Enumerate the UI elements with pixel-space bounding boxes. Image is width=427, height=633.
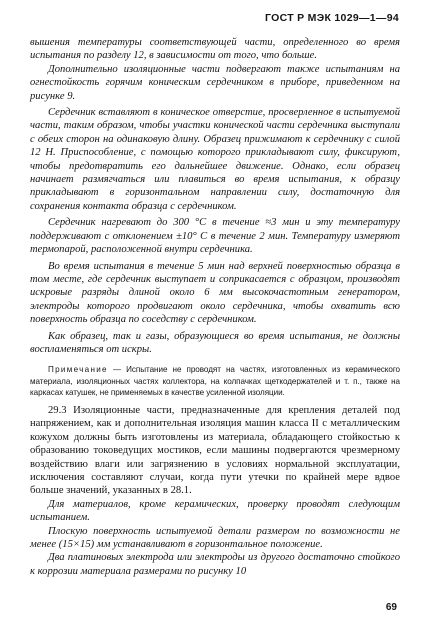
page-number: 69 xyxy=(385,602,397,613)
note-label: Примечание xyxy=(48,365,108,375)
paragraph-electrodes: Два платиновых электрода или электроды из другого достаточно стойкого к коррозии материала размерами по рисунку 10 xyxy=(30,552,400,577)
page-header: ГОСТ Р МЭК 1029—1—94 xyxy=(265,12,399,24)
note xyxy=(30,364,400,398)
paragraph-continuation: вышения температуры соответствующей части, определенного во время испытания по разделу 12, в зависимости от того, что больше. xyxy=(30,37,400,62)
paragraph-core-insertion: Сердечник вставляют в коническое отверстие, просверленное в испытуемой части, таким образом, чтобы участки конической части сердечника выступали с обеих сторон на одинаковую длину. Образец прижимают к сердечнику с силой 12 Н. Приспособление, с помощью которого прикладывают силу, фиксируют, чтобы предотвратить его дальнейшее движение. Однако, если образец начинает размягчаться или плавиться во время испытания, к образцу прикладывают в горизонтальном направлении силу, достаточную для сохранения контакта образца с сердечником. xyxy=(30,107,400,212)
paragraph-spark-discharge: Во время испытания в течение 5 мин над верхней поверхностью образца в том месте, где сердечник выступает и соприкасается с образцом, производят искровые разряды длиной около 6 мм высокочастотным генератором, электроды которого продвигают около сердечника, чтобы охватить всю поверхность образца по соседству с сердечником. xyxy=(30,260,400,326)
paragraph-ignition-requirement: Как образец, так и газы, образующиеся во время испытания, не должны воспламеняться от искры. xyxy=(30,330,400,355)
section-29-3: 29.3 Изоляционные части, предназначенные для крепления деталей под напряжением, как и дополнительная изоляция машин класса II с металлическим кожухом должны быть изготовлены из материала, обладающего стойкостью к образованию токоведущих мостиков, если машины подвергаются чрезмерному воздействию влаги или загрязнению в условиях нормальной эксплуатации, исключения составляют случаи, когда пути утечки по крайней мере вдвое больше значений, указанных в 28.1. xyxy=(30,404,400,497)
paragraph-flat-surface: Плоскую поверхность испытуемой детали размером по возможности не менее (15×15) мм устанавливают в горизонтальное положение. xyxy=(30,525,400,551)
paragraph-core-heating: Сердечник нагревают до 300 °С в течение ≈3 мин и эту температуру поддерживают с отклонением ±10° С в течение 2 мин. Температуру измеряют термопарой, расположенной внутри сердечника. xyxy=(30,217,400,256)
body-text xyxy=(30,36,400,578)
note-text: — Испытание не проводят на частях, изготовленных из керамического материала, изоляционных частях коллектора, на колпачках щеткодержателей и т. п., также на каркасах катушек, не применяемых в качестве усиленной изоляции. xyxy=(30,365,400,397)
paragraph-materials-test: Для материалов, кроме керамических, проверку проводят следующим испытанием. xyxy=(30,498,400,524)
paragraph-fire-test: Дополнительно изоляционные части подвергают также испытаниям на огнестойкость горячим коническим сердечником в приборе, приведенном на рисунке 9. xyxy=(30,63,400,102)
